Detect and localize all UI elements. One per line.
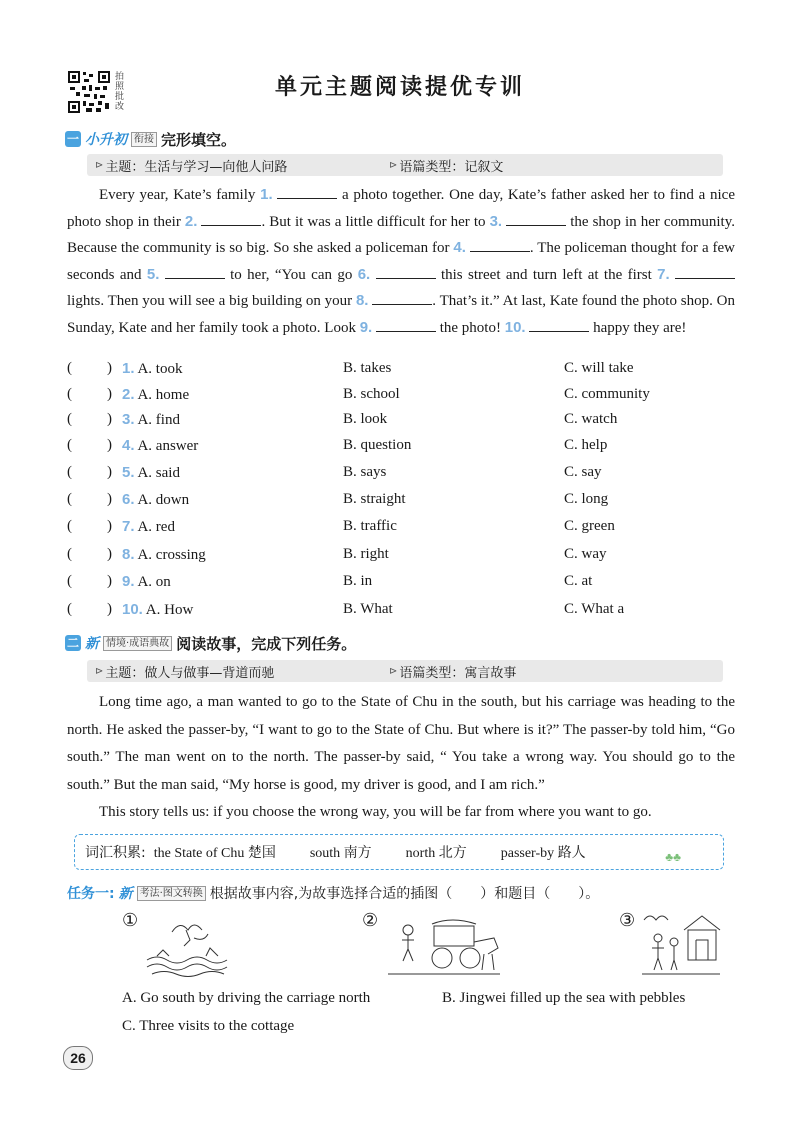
question-number: 9. — [122, 573, 135, 590]
answer-blank[interactable] — [165, 265, 225, 279]
option-b: B. Jingwei filled up the sea with pebbles — [442, 990, 686, 1006]
question-row — [67, 518, 747, 540]
theme-item — [95, 662, 274, 681]
answer-paren-left[interactable]: ( — [67, 386, 72, 402]
answer-paren-left[interactable]: ( — [67, 411, 72, 427]
option-c-label: C. help — [564, 437, 608, 453]
play-icon: ⊳ — [389, 159, 398, 171]
answer-blank[interactable] — [675, 265, 735, 279]
question-number: 1. — [122, 360, 135, 377]
passage-text: . But it was a little difficult for her to — [261, 213, 490, 230]
cottage-illustration-icon — [640, 910, 722, 982]
option-c-label: C. will take — [564, 360, 634, 376]
genre-label: 语篇类型：寓言故事 — [399, 665, 517, 681]
option-c-label: C. green — [564, 518, 615, 534]
option-c-label: C. way — [564, 546, 607, 562]
blank-number: 8. — [355, 292, 369, 309]
passage-text: . That’s it.” At last, Kate found the photo shop. On Sunday, Kate and her family took a photo. Look — [67, 293, 736, 336]
blank-number: 4. — [453, 239, 466, 256]
option-c-label: C. watch — [564, 411, 618, 427]
option-text: A. down — [137, 492, 190, 508]
question-number: 5. — [122, 464, 135, 481]
play-icon: ⊳ — [95, 665, 104, 677]
blank-number: 5. — [146, 265, 160, 283]
choices-list — [67, 360, 747, 625]
option-text: A. home — [137, 387, 190, 403]
question-number: 2. — [122, 386, 135, 403]
answer-paren-right: ) — [107, 518, 112, 534]
answer-paren-left[interactable]: ( — [67, 464, 72, 480]
option-b-label: B. in — [343, 573, 373, 589]
option-a-label — [122, 601, 193, 619]
question-number: 4. — [122, 437, 135, 454]
option-text: A. took — [137, 361, 183, 377]
story-paragraph-1: Long time ago, a man wanted to go to the State of Chu in the south, but his carriage was heading to the north. He asked the passer-by, “I want to go to the State of Chu. But where is it?” The passer-by told him, “Go south.” The man went on to the north. The passer-by said, “ You take a wrong way. You should go to the south.” But the man said, “My horse is good, my driver is good, and I am rich.” — [67, 694, 735, 793]
carriage-illustration-icon — [384, 912, 504, 982]
answer-paren-right: ) — [107, 437, 112, 453]
answer-blank[interactable] — [376, 265, 436, 279]
answer-blank[interactable] — [506, 212, 566, 226]
option-b-label: B. look — [343, 411, 388, 427]
option-b-label: B. school — [343, 386, 400, 402]
picture-marker-2: ② — [362, 910, 379, 930]
option-text: A. answer — [137, 438, 199, 454]
answer-paren-left[interactable]: ( — [67, 491, 72, 507]
genre-item — [389, 662, 516, 681]
answer-paren-left[interactable]: ( — [67, 601, 72, 617]
vocab-item: north 北方 — [405, 846, 467, 861]
page-number: 26 — [63, 1046, 93, 1070]
question-row — [67, 464, 747, 486]
option-b-label: B. says — [343, 464, 387, 480]
question-number: 10. — [122, 601, 143, 618]
option-text: A. crossing — [137, 547, 206, 563]
option-text: A. on — [137, 574, 171, 590]
answer-paren-right: ) — [107, 601, 112, 617]
option-c-label: C. community — [564, 386, 650, 402]
option-a-label — [122, 386, 189, 404]
theme-label: 主题：生活与学习—向他人问路 — [105, 159, 288, 175]
answer-paren-left[interactable]: ( — [67, 360, 72, 376]
blank-number: 6. — [357, 265, 371, 283]
option-a-label — [122, 464, 180, 482]
story-passage — [67, 689, 735, 827]
option-c-label: C. long — [564, 491, 609, 507]
option-c: C. Three visits to the cottage — [122, 1018, 295, 1034]
blank-number: 7. — [657, 265, 670, 283]
question-row — [67, 411, 747, 433]
genre-label: 语篇类型：记叙文 — [399, 159, 504, 175]
qr-caption: 拍照批改 — [115, 72, 125, 112]
blank-number: 1. — [260, 186, 273, 203]
section-number: 一 — [66, 132, 79, 146]
answer-blank[interactable] — [277, 185, 337, 199]
task-1-header — [67, 883, 599, 903]
question-number: 6. — [122, 491, 135, 508]
vocab-box — [74, 834, 724, 870]
genre-item — [389, 156, 503, 175]
passage-text: the photo! — [435, 319, 505, 336]
question-row — [67, 437, 747, 459]
option-b-label: B. What — [343, 601, 393, 617]
option-a-label — [122, 437, 198, 455]
theme-label: 主题：做人与做事—背道而驰 — [105, 665, 275, 681]
blank-number: 10. — [504, 318, 526, 336]
passage-text: . The policeman thought for a few seconds and — [67, 240, 736, 283]
answer-paren-left[interactable]: ( — [67, 573, 72, 589]
passage-text: Every year, Kate’s family — [99, 187, 261, 203]
section-title: 阅读故事，完成下列任务。 — [176, 634, 357, 653]
blank-number: 2. — [184, 212, 198, 230]
option-text: A. find — [137, 412, 180, 428]
option-a-label — [122, 518, 175, 536]
answer-blank[interactable] — [529, 318, 589, 332]
vocab-label: 词汇积累: — [85, 845, 146, 861]
vocab-item: the State of Chu 楚国 — [153, 846, 276, 861]
task-label: 任务一: — [67, 886, 115, 902]
answer-paren-right: ) — [107, 386, 112, 402]
play-icon: ⊳ — [389, 665, 398, 677]
answer-paren-right: ) — [107, 573, 112, 589]
answer-blank[interactable] — [201, 212, 261, 226]
answer-blank[interactable] — [376, 318, 436, 332]
passage-text: to her, “You can go — [224, 266, 358, 283]
option-a-label — [122, 360, 182, 378]
question-number: 8. — [122, 546, 135, 563]
answer-paren-right: ) — [107, 546, 112, 562]
cloze-passage — [67, 182, 735, 341]
option-a-label — [122, 573, 171, 591]
option-a-label — [122, 546, 206, 564]
task-tag: 新 — [118, 886, 133, 902]
story-paragraph-2: This story tells us: if you choose the wrong way, you will be far from where you want to go. — [99, 804, 652, 820]
answer-paren-left[interactable]: ( — [67, 437, 72, 453]
option-text: A. How — [145, 602, 194, 618]
question-row — [67, 360, 747, 382]
option-b-label: B. straight — [343, 491, 406, 507]
option-b-label: B. right — [343, 546, 389, 562]
option-c-label: C. What a — [564, 601, 625, 617]
page-title: 单元主题阅读提优专训 — [274, 75, 525, 100]
passage-text: this street and turn left at the first — [435, 266, 658, 283]
option-c-label: C. at — [564, 573, 593, 589]
question-number: 3. — [122, 411, 135, 428]
leaf-icon: ♣♣ — [665, 850, 681, 864]
answer-paren-right: ) — [107, 464, 112, 480]
section-1-header — [65, 127, 236, 151]
option-b-label: B. takes — [343, 360, 392, 376]
answer-paren-left[interactable]: ( — [67, 546, 72, 562]
blank-number: 9. — [359, 318, 373, 336]
blank-number: 3. — [489, 212, 503, 230]
cloze-paragraph — [67, 182, 735, 341]
question-row — [67, 386, 747, 408]
option-text: A. red — [137, 519, 175, 535]
section-1-info-bar — [87, 154, 723, 176]
section-tag-small: 情境·成语典故 — [103, 636, 172, 651]
vocab-item: passer-by 路人 — [500, 846, 586, 861]
answer-blank[interactable] — [470, 238, 530, 252]
task-prompt: 根据故事内容,为故事选择合适的插图（ ）和题目（ ）。 — [209, 886, 600, 902]
section-2-info-bar — [87, 660, 723, 682]
section-number: 二 — [66, 636, 79, 650]
picture-marker-1: ① — [122, 910, 139, 930]
vocab-item: south 南方 — [309, 846, 372, 861]
option-b-label: B. traffic — [343, 518, 397, 534]
answer-paren-right: ) — [107, 360, 112, 376]
option-b-label: B. question — [343, 437, 412, 453]
passage-text: lights. Then you will see a big building on your — [67, 293, 356, 309]
option-text: A. said — [137, 465, 180, 481]
section-tag-small: 衔接 — [131, 132, 157, 147]
answer-paren-left[interactable]: ( — [67, 518, 72, 534]
answer-paren-right: ) — [107, 411, 112, 427]
task-tag-small: 考法·图文转换 — [137, 886, 206, 901]
section-tag: 新 — [85, 636, 99, 652]
answer-paren-right: ) — [107, 491, 112, 507]
picture-marker-3: ③ — [619, 910, 636, 930]
section-tag: 小升初 — [85, 132, 127, 148]
question-number: 7. — [122, 518, 135, 535]
answer-blank[interactable] — [372, 291, 432, 305]
passage-text: the shop in her community. Because the community is so big. So she asked a policeman for — [67, 213, 736, 256]
option-a-label — [122, 491, 189, 509]
section-title: 完形填空。 — [161, 130, 237, 149]
option-a: A. Go south by driving the carriage north — [122, 990, 371, 1006]
option-a-label — [122, 411, 180, 429]
option-c-label: C. say — [564, 464, 602, 480]
passage-text: a photo together. One day, Kate’s father asked her to find a nice photo shop in their — [67, 187, 735, 230]
play-icon: ⊳ — [95, 159, 104, 171]
theme-item — [95, 156, 287, 175]
passage-text: happy they are! — [589, 319, 687, 336]
question-row — [67, 601, 747, 623]
question-row — [67, 546, 747, 568]
bird-sea-illustration-icon — [142, 912, 234, 982]
question-row — [67, 491, 747, 513]
section-2-header — [65, 631, 356, 655]
question-row — [67, 573, 747, 595]
